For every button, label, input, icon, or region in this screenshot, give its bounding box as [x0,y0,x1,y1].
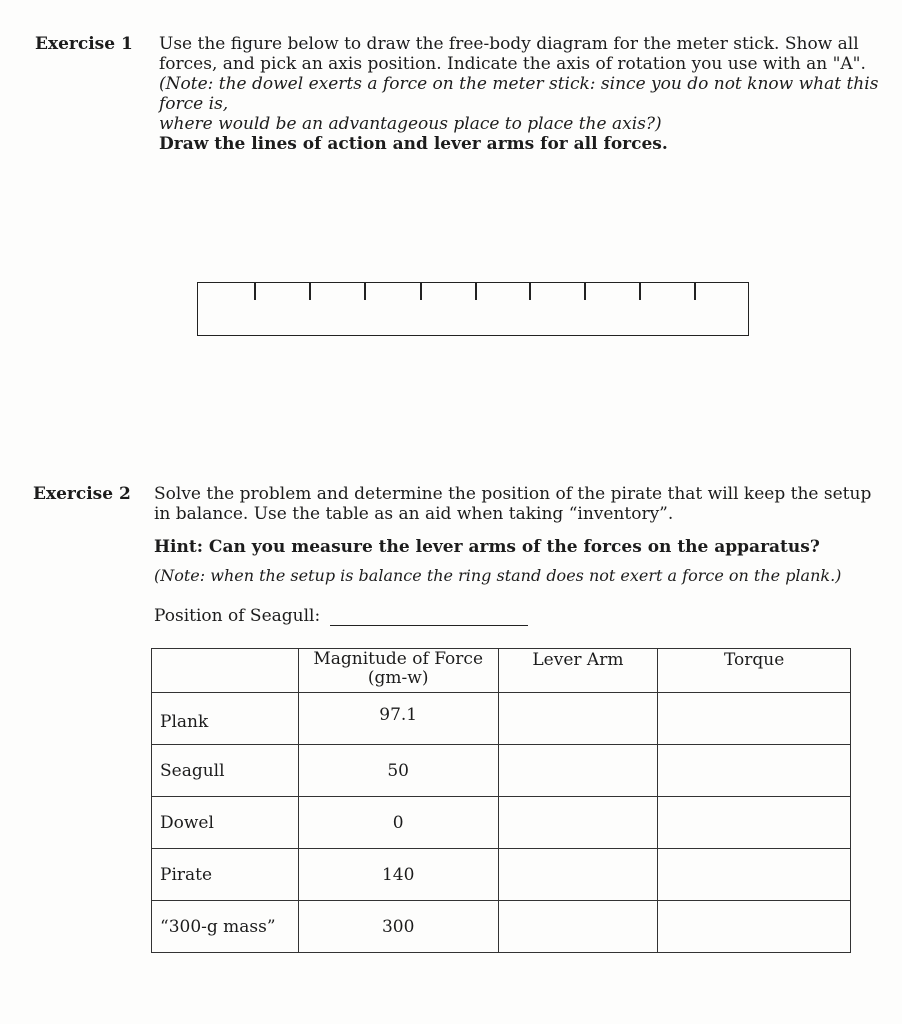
meter-stick-tick [309,283,311,300]
exercise-2-hint: Hint: Can you measure the lever arms of the forces on the apparatus? [154,537,820,557]
table-row [152,797,851,849]
exercise-1-note: (Note: the dowel exerts a force on the meter stick: since you do not know what this force is, [159,74,879,114]
header-magnitude [298,649,498,693]
header-magnitude-unit: (gm-w) [367,668,429,688]
meter-stick-tick [475,283,477,300]
seagull-position-blank[interactable] [330,605,528,626]
row-force: 50 [298,745,498,797]
seagull-position-row [154,605,754,626]
row-torque-cell[interactable] [658,797,851,849]
meter-stick-tick [529,283,531,300]
row-name: Dowel [152,797,299,849]
row-torque-cell[interactable] [658,693,851,745]
inventory-table [151,648,851,953]
row-force: 97.1 [298,693,498,745]
table-header-row [152,649,851,693]
table-row [152,745,851,797]
exercise-2-line: Solve the problem and determine the position of the pirate that will keep the setup [154,484,872,504]
header-empty-cell [152,649,299,693]
header-lever-arm: Lever Arm [498,649,658,693]
meter-stick-tick [364,283,366,300]
row-lever-arm-cell[interactable] [498,745,658,797]
table-row [152,901,851,953]
row-force: 300 [298,901,498,953]
meter-stick-tick [584,283,586,300]
row-torque-cell[interactable] [658,849,851,901]
row-lever-arm-cell[interactable] [498,797,658,849]
header-magnitude-label: Magnitude of Force [313,649,484,669]
row-name: “300-g mass” [152,901,299,953]
row-torque-cell[interactable] [658,745,851,797]
row-force: 0 [298,797,498,849]
header-torque: Torque [658,649,851,693]
exercise-1-line: Use the figure below to draw the free-body diagram for the meter stick. Show all [159,34,859,54]
meter-stick-tick [420,283,422,300]
exercise-1-label: Exercise 1 [35,34,133,54]
exercise-2-label: Exercise 2 [33,484,131,504]
exercise-2-text [154,484,874,524]
exercise-2-line: in balance. Use the table as an aid when taking “inventory”. [154,504,674,524]
table-row [152,693,851,745]
row-lever-arm-cell[interactable] [498,849,658,901]
seagull-position-label: Position of Seagull: [154,606,321,626]
row-torque-cell[interactable] [658,901,851,953]
exercise-1-line: forces, and pick an axis position. Indicate the axis of rotation you use with an "A". [159,54,866,74]
row-name: Pirate [152,849,299,901]
exercise-1-text [159,34,879,154]
table-row [152,849,851,901]
meter-stick-tick [639,283,641,300]
meter-stick-tick [254,283,256,300]
row-name: Seagull [152,745,299,797]
row-lever-arm-cell[interactable] [498,693,658,745]
row-force: 140 [298,849,498,901]
exercise-1-instruction: Draw the lines of action and lever arms for all forces. [159,134,668,154]
row-lever-arm-cell[interactable] [498,901,658,953]
exercise-1-note: where would be an advantageous place to place the axis?) [159,114,662,134]
meter-stick-figure [197,282,749,336]
exercise-2-note: (Note: when the setup is balance the ring stand does not exert a force on the plank.) [154,566,842,585]
row-name: Plank [152,693,299,745]
meter-stick-tick [694,283,696,300]
